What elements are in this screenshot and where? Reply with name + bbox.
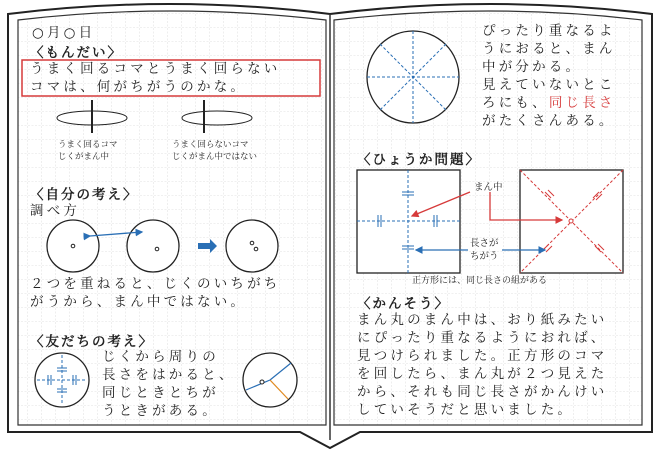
caption-bad-top-2: じくがまん中ではない xyxy=(172,152,258,162)
impression-line-6: していそうだと思いました。 xyxy=(357,402,575,418)
problem-heading: 〈もんだい〉 xyxy=(30,45,123,61)
length-label-2: ちがう xyxy=(470,251,499,262)
center-label: まん中 xyxy=(474,182,503,193)
impression-line-2: にぴったり重なるようにおれば、 xyxy=(357,330,608,346)
square-caption: 正方形には、同じ長さの組がある xyxy=(412,276,548,286)
friend-line-4: うときがある。 xyxy=(102,403,219,419)
impression-line-4: を回したら、まん丸が２つ見えた xyxy=(357,366,608,382)
right-line-2: うにおると、まん xyxy=(482,41,616,57)
friend-line-2: 長さをはかると、 xyxy=(102,367,236,383)
right-line-5 xyxy=(482,94,616,113)
same-length-highlight: 同じ長さ xyxy=(548,95,616,111)
friend-line-1: じくから周りの xyxy=(102,349,219,365)
date-line: ○月○日 xyxy=(32,25,96,41)
problem-line-2: コマは、何がちがうのかな。 xyxy=(30,79,248,95)
right-line-3: 中が分かる。 xyxy=(482,59,583,75)
own-idea-heading: 〈自分の考え〉 xyxy=(30,187,139,203)
right-line-4: 見えていないとこ xyxy=(482,77,616,93)
evaluation-heading: 〈ひょうか問題〉 xyxy=(357,152,481,168)
method-label: 調べ方 xyxy=(30,203,81,219)
length-label-1: 長さが xyxy=(470,238,499,249)
right-line-5-text: ろにも、 xyxy=(482,95,549,111)
impression-heading: 〈かんそう〉 xyxy=(357,296,450,312)
impression-line-5: から、それも同じ長さがかんけい xyxy=(357,384,608,400)
caption-good-top-2: じくがまん中 xyxy=(58,152,110,162)
friend-line-3: 同じときとちが xyxy=(102,385,219,401)
problem-line-1: うまく回るコマとうまく回らない xyxy=(30,61,281,77)
friend-idea-heading: 〈友だちの考え〉 xyxy=(30,334,154,350)
own-idea-line-2: がうから、まん中ではない。 xyxy=(30,294,248,310)
caption-bad-top-1: うまく回らないコマ xyxy=(172,140,249,150)
own-idea-line-1: ２つを重ねると、じくのいちがち xyxy=(30,276,281,292)
right-line-6: がたくさんある。 xyxy=(482,113,616,129)
right-line-1: ぴったり重なるよ xyxy=(482,23,616,39)
caption-good-top-1: うまく回るコマ xyxy=(58,140,118,150)
impression-line-3: 見つけられました。正方形のコマ xyxy=(357,348,608,364)
impression-line-1: まん丸のまん中は、おり紙みたい xyxy=(357,312,608,328)
